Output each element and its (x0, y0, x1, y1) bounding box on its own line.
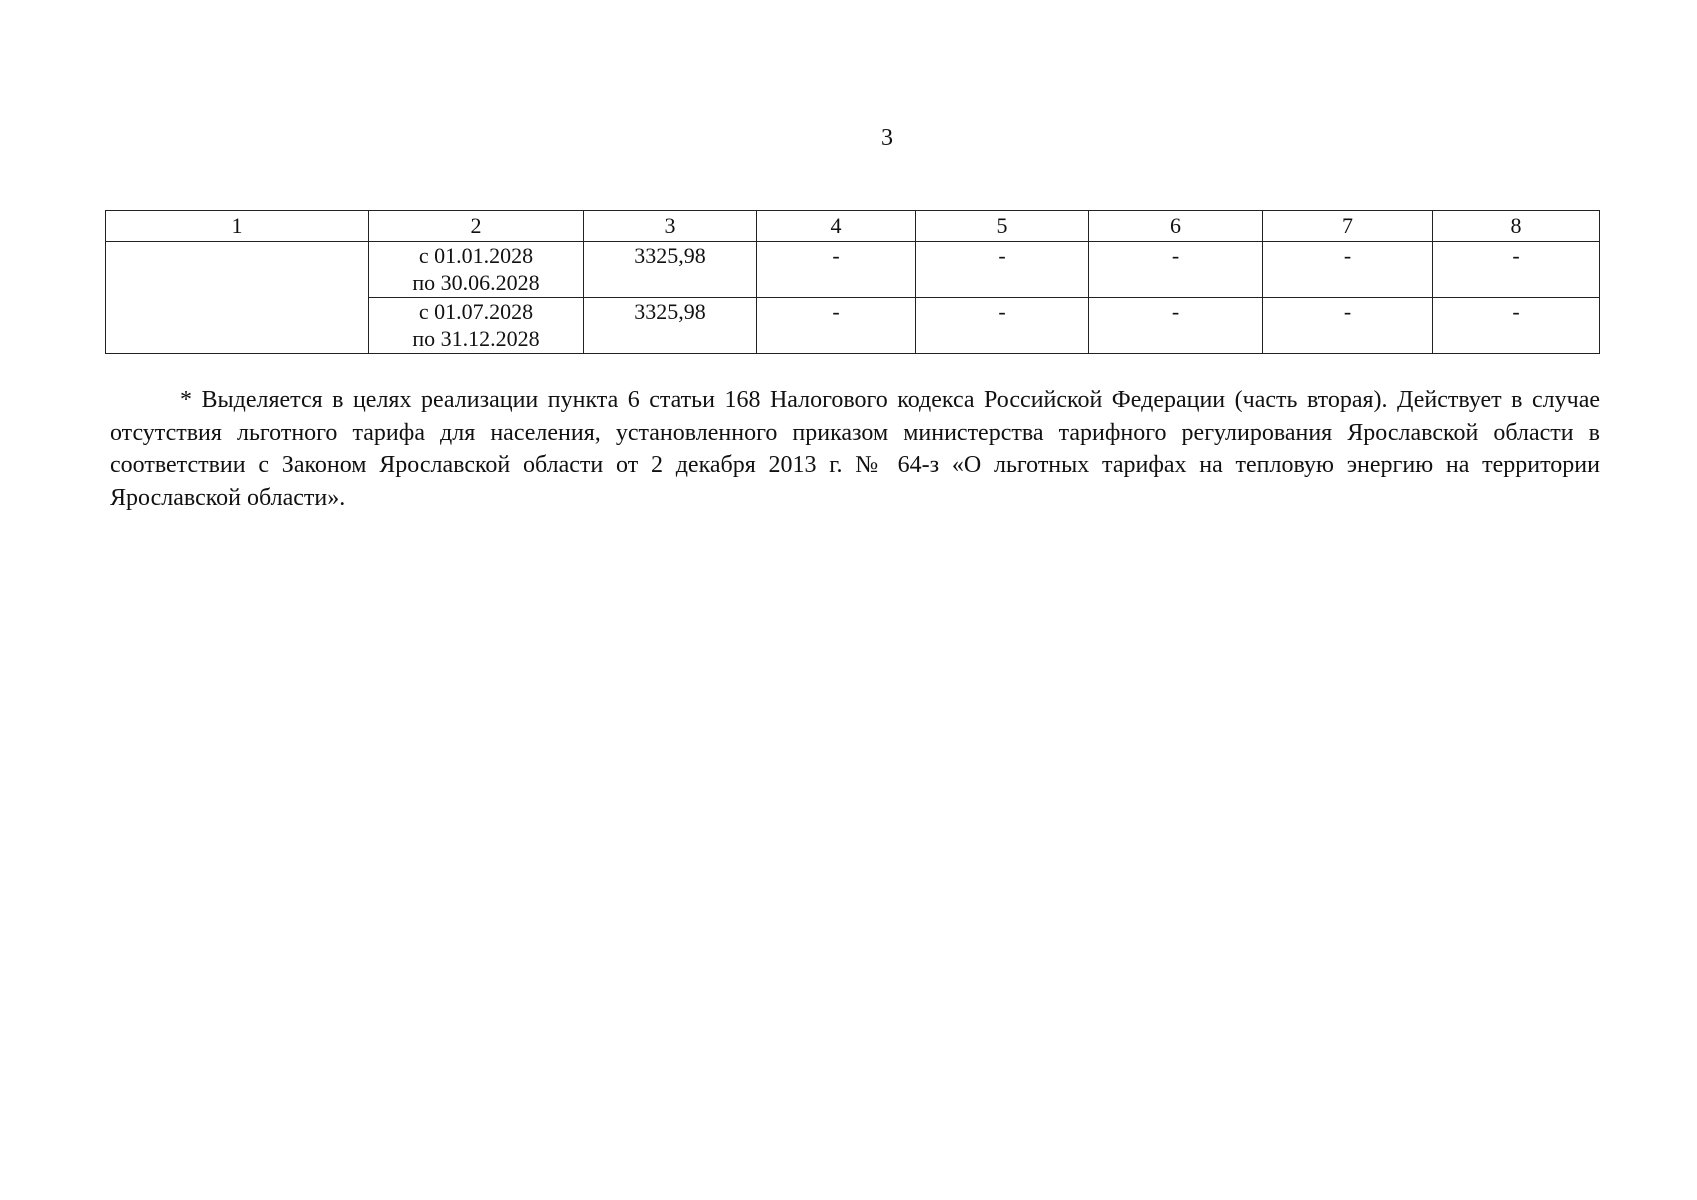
table-cell-tariff: 3325,98 (584, 298, 757, 354)
table-cell-dash: - (1089, 242, 1263, 298)
period-to: по 30.06.2028 (412, 270, 540, 295)
table-cell-dash: - (757, 242, 916, 298)
table-cell-dash: - (1433, 242, 1600, 298)
table-cell-dash: - (1263, 298, 1433, 354)
column-header: 1 (106, 211, 369, 242)
table-cell-period (369, 242, 584, 298)
table-cell-dash: - (1089, 298, 1263, 354)
table-cell-period (369, 298, 584, 354)
column-header: 8 (1433, 211, 1600, 242)
period-from: с 01.07.2028 (418, 299, 534, 324)
column-header: 2 (369, 211, 584, 242)
table-cell-tariff: 3325,98 (584, 242, 757, 298)
tariff-table (105, 210, 1600, 354)
column-header: 3 (584, 211, 757, 242)
page-number: 3 (881, 125, 893, 151)
table-cell-dash: - (1433, 298, 1600, 354)
table-cell-dash: - (916, 298, 1089, 354)
column-header: 5 (916, 211, 1089, 242)
column-header: 4 (757, 211, 916, 242)
period-from: с 01.01.2028 (418, 243, 534, 268)
column-header: 7 (1263, 211, 1433, 242)
table-row (106, 242, 1600, 298)
period-to: по 31.12.2028 (412, 326, 540, 351)
table-cell-dash: - (757, 298, 916, 354)
table-cell-dash: - (916, 242, 1089, 298)
column-header: 6 (1089, 211, 1263, 242)
table-cell-dash: - (1263, 242, 1433, 298)
table-header-row (106, 211, 1600, 242)
table-cell-col1 (106, 242, 369, 354)
footnote-text: * Выделяется в целях реализации пункта 6 статьи 168 Налогового кодекса Российской Федерации (часть вторая). Действует в случае отсутствия льготного тарифа для населения, установленного приказом министерства тарифного регулирования Ярославской области в соответствии с Законом Ярославской области от 2 декабря 2013 г. № 64-з «О льготных тарифах на тепловую энергию на территории Ярославской области». (110, 387, 1600, 511)
